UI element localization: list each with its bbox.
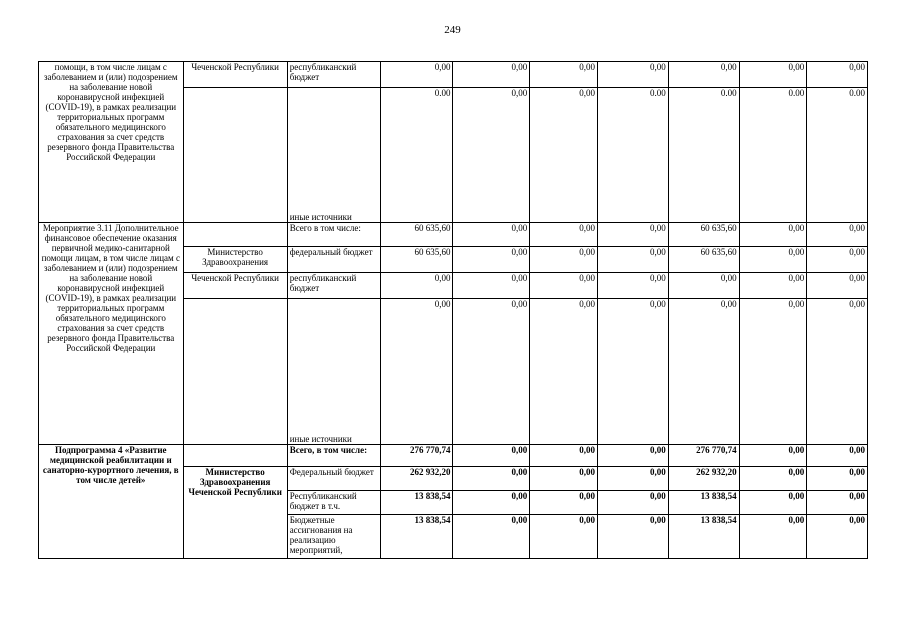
value-cell: 0,00 <box>739 515 807 559</box>
value-cell: 0,00 <box>453 62 530 88</box>
value-cell: 0,00 <box>530 247 598 273</box>
value-cell: 276 770,74 <box>668 445 739 467</box>
row-executor-empty <box>183 88 287 223</box>
table-row <box>39 445 868 467</box>
value-cell: 0,00 <box>807 467 868 491</box>
value-cell: 0,00 <box>598 467 669 491</box>
value-cell: 0,00 <box>739 467 807 491</box>
value-cell: 0,00 <box>598 273 669 299</box>
value-cell: 13 838,54 <box>668 491 739 515</box>
value-cell: 0,00 <box>668 62 739 88</box>
value-cell: 0,00 <box>598 491 669 515</box>
value-cell: 262 932,20 <box>668 467 739 491</box>
table-row <box>39 223 868 247</box>
value-cell: 0,00 <box>668 273 739 299</box>
table-row <box>39 62 868 88</box>
row-source: федеральный бюджет <box>287 247 380 273</box>
value-cell: 0.00 <box>598 88 669 223</box>
row-source: Республиканский бюджет в т.ч. <box>287 491 380 515</box>
row-executor: Министерство Здравоохранения <box>183 247 287 273</box>
value-cell: 0,00 <box>598 247 669 273</box>
value-cell: 60 635,60 <box>380 247 453 273</box>
row-source: республиканский бюджет <box>287 62 380 88</box>
value-cell: 0,00 <box>530 445 598 467</box>
value-cell: 0,00 <box>453 273 530 299</box>
value-cell: 0,00 <box>530 299 598 445</box>
value-cell: 0.00 <box>807 88 868 223</box>
value-cell: 0,00 <box>453 247 530 273</box>
value-cell: 0,00 <box>530 467 598 491</box>
value-cell: 0,00 <box>530 62 598 88</box>
budget-table <box>38 61 868 559</box>
value-cell: 0,00 <box>807 491 868 515</box>
value-cell: 0,00 <box>807 445 868 467</box>
value-cell: 0,00 <box>807 247 868 273</box>
value-cell: 60 635,60 <box>380 223 453 247</box>
row-description: Мероприятие 3.11 Дополнительное финансовое обеспечение оказания первичной медико-санитарной помощи лицам, в том числе лицам с заболеванием и (или) подозрением на заболевание новой коронавирусной инфекцией (COVID-19), в рамках реализации территориальных программ обязательного медицинского страхования за счет средств резервного фонда Правительства Российской Федерации <box>39 223 184 445</box>
value-cell: 0,00 <box>807 62 868 88</box>
row-source: иные источники <box>287 299 380 445</box>
row-executor-empty <box>183 223 287 247</box>
row-executor: Чеченской Республики <box>183 62 287 88</box>
value-cell: 0,00 <box>807 273 868 299</box>
value-cell: 0,00 <box>453 491 530 515</box>
value-cell: 0,00 <box>598 299 669 445</box>
value-cell: 0,00 <box>739 247 807 273</box>
value-cell: 0,00 <box>453 467 530 491</box>
value-cell: 0,00 <box>739 273 807 299</box>
value-cell: 0,00 <box>739 62 807 88</box>
row-source: иные источники <box>287 88 380 223</box>
value-cell: 0,00 <box>380 273 453 299</box>
row-source: Всего в том числе: <box>287 223 380 247</box>
value-cell: 13 838,54 <box>380 491 453 515</box>
value-cell: 60 635,60 <box>668 223 739 247</box>
value-cell: 0,00 <box>807 299 868 445</box>
value-cell: 0,00 <box>530 515 598 559</box>
value-cell: 0,00 <box>807 223 868 247</box>
value-cell: 0,00 <box>380 299 453 445</box>
value-cell: 0.00 <box>668 88 739 223</box>
value-cell: 262 932,20 <box>380 467 453 491</box>
row-description: помощи, в том числе лицам с заболеванием и (или) подозрением на заболевание новой коронавирусной инфекцией (COVID-19), в рамках реализации территориальных программ обязательного медицинского страхования за счет средств резервного фонда Правительства Российской Федерации <box>39 62 184 223</box>
value-cell: 13 838,54 <box>668 515 739 559</box>
row-source: Всего, в том числе: <box>287 445 380 467</box>
row-executor: Министерство Здравоохранения Чеченской Республики <box>183 467 287 559</box>
value-cell: 0,00 <box>530 273 598 299</box>
row-executor: Чеченской Республики <box>183 273 287 299</box>
value-cell: 0,00 <box>530 223 598 247</box>
value-cell: 0,00 <box>668 299 739 445</box>
subprogram-title: Подпрограмма 4 «Развитие медицинской реабилитации и санаторно-курортного лечения, в том числе детей» <box>39 445 184 559</box>
value-cell: 276 770,74 <box>380 445 453 467</box>
value-cell: 0,00 <box>453 445 530 467</box>
value-cell: 0,00 <box>739 491 807 515</box>
row-source: республиканский бюджет <box>287 273 380 299</box>
value-cell: 0,00 <box>453 223 530 247</box>
value-cell: 13 838,54 <box>380 515 453 559</box>
row-source: Федеральный бюджет <box>287 467 380 491</box>
value-cell: 0,00 <box>598 515 669 559</box>
value-cell: 0,00 <box>598 445 669 467</box>
value-cell: 0,00 <box>739 299 807 445</box>
value-cell: 0.00 <box>739 88 807 223</box>
page-number: 249 <box>444 24 461 36</box>
value-cell: 0,00 <box>739 223 807 247</box>
row-executor-empty <box>183 299 287 445</box>
value-cell: 0,00 <box>598 223 669 247</box>
value-cell: 0,00 <box>530 88 598 223</box>
value-cell: 60 635,60 <box>668 247 739 273</box>
value-cell: 0,00 <box>380 62 453 88</box>
row-source: Бюджетные ассигнования на реализацию мероприятий, <box>287 515 380 559</box>
value-cell: 0,00 <box>530 491 598 515</box>
value-cell: 0.00 <box>380 88 453 223</box>
value-cell: 0,00 <box>453 515 530 559</box>
value-cell: 0,00 <box>739 445 807 467</box>
value-cell: 0,00 <box>807 515 868 559</box>
row-executor-empty <box>183 445 287 467</box>
value-cell: 0,00 <box>453 299 530 445</box>
value-cell: 0,00 <box>453 88 530 223</box>
value-cell: 0,00 <box>598 62 669 88</box>
